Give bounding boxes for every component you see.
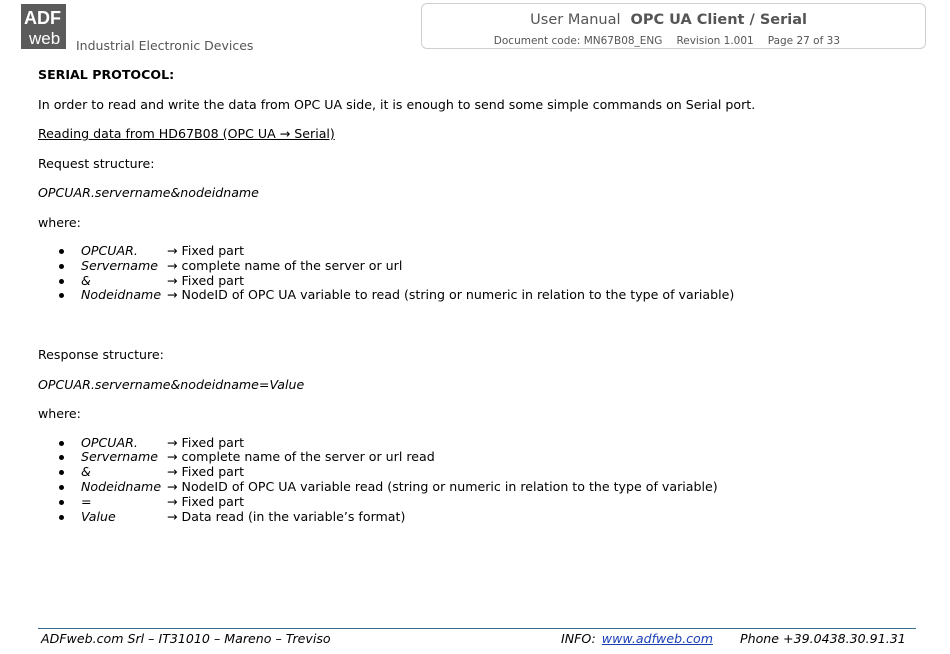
section-title: SERIAL PROTOCOL: [38,67,175,82]
list-item: & → Fixed part [38,465,918,480]
reading-heading: Reading data from HD67B08 (OPC UA → Serial) [38,126,335,141]
response-label: Response structure: [38,347,164,363]
list-item: Servername → complete name of the server or url [38,259,918,274]
footer-divider [38,628,916,629]
list-item: OPCUAR. → Fixed part [38,436,918,451]
document-code: Document code: MN67B08_ENG [493,35,663,47]
list-item: Nodeidname → NodeID of OPC UA variable to read (string or numeric in relation to the type of variable) [38,288,918,303]
bullet-icon [59,500,64,505]
bullet-icon [59,485,64,490]
page-number: Page 27 of 33 [767,35,840,47]
list-item: OPCUAR. → Fixed part [38,244,918,259]
where-label: where: [38,214,81,230]
list-item: & → Fixed part [38,274,918,289]
list-item: Nodeidname → NodeID of OPC UA variable read (string or numeric in relation to the type of variable) [38,480,918,495]
manual-label: User Manual [530,12,621,28]
list-item: = → Fixed part [38,495,918,510]
page-body [38,67,918,524]
header-title [530,12,807,28]
bullet-icon [59,455,64,460]
list-item: Servername → complete name of the server or url read [38,450,918,465]
footer-company: ADFweb.com Srl – IT31010 – Mareno – Treviso [41,631,331,646]
bullet-icon [59,515,64,520]
bullet-icon [59,470,64,475]
request-label: Request structure: [38,155,155,171]
where-label: where: [38,406,81,422]
footer-phone: Phone +39.0438.30.91.31 [740,631,906,646]
header-meta [480,35,840,47]
response-list [38,436,918,525]
footer-info [561,631,713,646]
bullet-icon [59,293,64,298]
bullet-icon [59,279,64,284]
list-item: Value → Data read (in the variable’s format) [38,510,918,525]
request-format: OPCUAR.servername&nodeidname [38,185,259,200]
request-list [38,244,918,303]
product-title: OPC UA Client / Serial [630,12,807,28]
document-header-box [421,3,926,49]
intro-paragraph: In order to read and write the data from OPC UA side, it is enough to send some simple commands on Serial port. [38,96,756,112]
adfweb-logo [21,4,66,49]
info-label: INFO: [561,631,596,646]
revision: Revision 1.001 [676,35,754,47]
response-format: OPCUAR.servername&nodeidname=Value [38,376,305,392]
bullet-icon [59,441,64,446]
bullet-icon [59,249,64,254]
svg-text:web: web [29,29,61,48]
company-tagline: Industrial Electronic Devices [76,38,254,53]
website-link[interactable]: www.adfweb.com [601,631,713,646]
svg-text:ADF: ADF [24,8,61,28]
bullet-icon [59,264,64,269]
